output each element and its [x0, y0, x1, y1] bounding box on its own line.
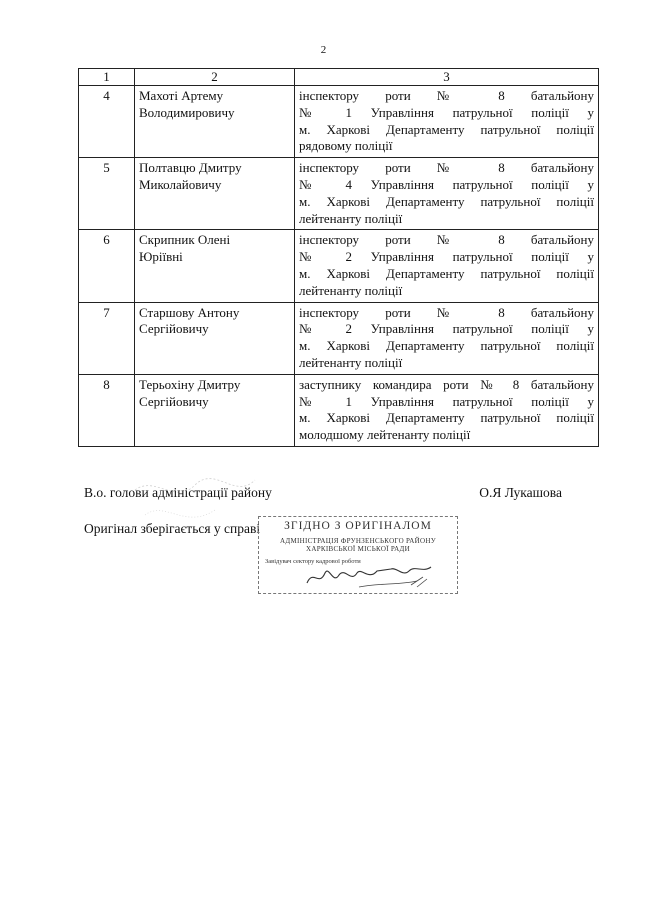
name-line: Старшову Антону — [139, 304, 240, 320]
table-row — [79, 86, 599, 158]
stamp-line: АДМІНІСТРАЦІЯ ФРУНЗЕНСЬКОГО РАЙОНУ — [280, 537, 436, 545]
position-line: № 1 Управління патрульної поліції у — [299, 393, 594, 409]
name-line: Терьохіну Дмитру — [139, 376, 241, 392]
row-number: 8 — [79, 374, 135, 446]
position-line: м. Харкові Департаменту патрульної поліції — [299, 338, 594, 354]
position-description — [295, 302, 599, 374]
table-row — [79, 302, 599, 374]
column-header: 2 — [135, 69, 295, 86]
handwritten-signature — [299, 561, 439, 591]
table-row — [79, 230, 599, 302]
row-number: 4 — [79, 86, 135, 158]
position-line: інспектору роти № 8 батальйону — [299, 88, 594, 103]
certification-stamp — [258, 516, 458, 594]
name-line: Скрипник Олені — [139, 232, 231, 248]
personnel-table — [78, 68, 599, 447]
position-line: лейтенанту поліції — [299, 210, 403, 226]
table-header-row — [79, 69, 599, 86]
person-name — [135, 302, 295, 374]
position-line: інспектору роти № 8 батальйону — [299, 304, 594, 320]
stamp-line: ХАРКІВСЬКОЇ МІСЬКОЇ РАДИ — [306, 545, 410, 553]
position-line: м. Харкові Департаменту патрульної поліції — [299, 193, 594, 209]
row-number: 7 — [79, 302, 135, 374]
table-row — [79, 374, 599, 446]
name-line: Сергійовичу — [139, 393, 209, 409]
row-number: 6 — [79, 230, 135, 302]
position-line: рядовому поліції — [299, 138, 393, 154]
signatory-title: В.о. голови адміністрації району — [84, 485, 272, 500]
stamp-title: ЗГІДНО З ОРИГІНАЛОМ — [284, 520, 432, 532]
stamp-role: Завідувач сектору кадрової роботи — [265, 558, 361, 565]
position-line: № 4 Управління патрульної поліції у — [299, 176, 594, 192]
position-line: інспектору роти № 8 батальйону — [299, 232, 594, 248]
name-line: Володимировичу — [139, 104, 235, 120]
original-location-note: Оригінал зберігається у справі — [84, 521, 261, 536]
position-description — [295, 230, 599, 302]
position-line: лейтенанту поліції — [299, 354, 403, 370]
column-header: 1 — [79, 69, 135, 86]
position-line: № 2 Управління патрульної поліції у — [299, 321, 594, 337]
position-description — [295, 374, 599, 446]
page-number: 2 — [320, 44, 327, 56]
position-line: заступнику командира роти № 8 батальйону — [299, 376, 594, 392]
position-line: № 1 Управління патрульної поліції у — [299, 104, 594, 120]
row-number: 5 — [79, 158, 135, 230]
name-line: Миколайовичу — [139, 176, 222, 192]
position-description — [295, 158, 599, 230]
faint-handwriting-mark — [125, 470, 265, 550]
person-name — [135, 158, 295, 230]
name-line: Махоті Артему — [139, 88, 224, 103]
position-line: м. Харкові Департаменту патрульної поліції — [299, 121, 594, 137]
position-line: лейтенанту поліції — [299, 282, 403, 298]
person-name — [135, 86, 295, 158]
name-line: Полтавцю Дмитру — [139, 160, 242, 176]
position-line: № 2 Управління патрульної поліції у — [299, 249, 594, 265]
table-row — [79, 158, 599, 230]
position-line: м. Харкові Департаменту патрульної поліції — [299, 410, 594, 426]
position-description — [295, 86, 599, 158]
name-line: Сергійовичу — [139, 321, 209, 337]
person-name — [135, 230, 295, 302]
position-line: інспектору роти № 8 батальйону — [299, 160, 594, 176]
position-line: молодшому лейтенанту поліції — [299, 427, 471, 443]
position-line: м. Харкові Департаменту патрульної поліції — [299, 265, 594, 281]
column-header: 3 — [295, 69, 599, 86]
signatory-name: О.Я Лукашова — [479, 485, 562, 500]
name-line: Юріївні — [139, 249, 183, 265]
person-name — [135, 374, 295, 446]
